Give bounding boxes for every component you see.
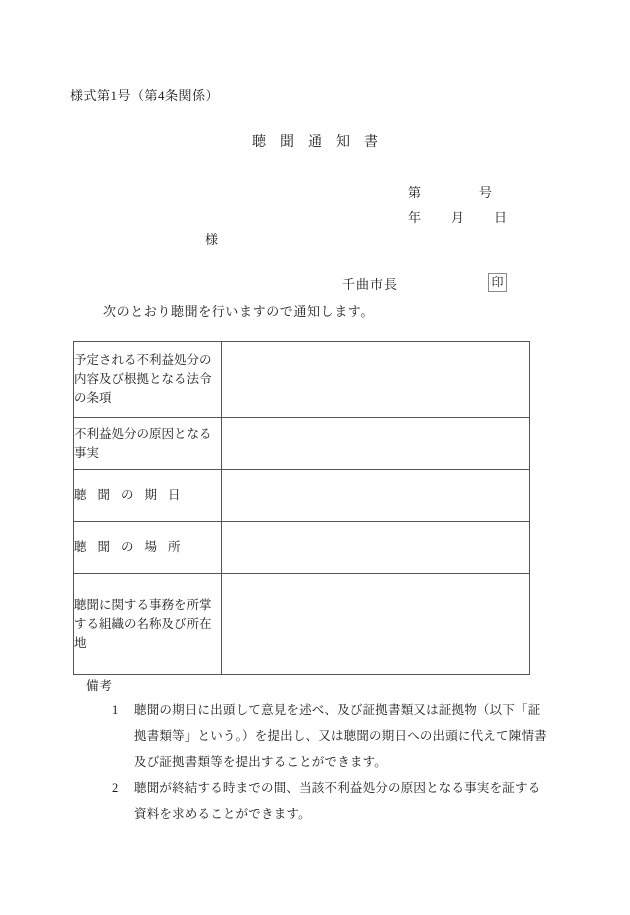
remarks-text: 及び証拠書類等を提出することができます。 <box>134 755 388 769</box>
lead-sentence: 次のとおり聴聞を行いますので通知します。 <box>103 304 374 319</box>
table-row <box>74 342 530 418</box>
row-value-cell[interactable] <box>222 418 530 470</box>
row-label-cell <box>74 574 222 675</box>
year-label: 年 <box>408 210 422 225</box>
page-title: 聴聞通知書 <box>252 135 392 150</box>
number-suffix-label: 号 <box>479 185 493 200</box>
form-number: 様式第1号（第4条関係） <box>70 88 220 103</box>
remarks-list <box>112 697 572 827</box>
day-label: 日 <box>494 210 508 225</box>
row-value-cell[interactable] <box>222 522 530 574</box>
month-label: 月 <box>451 210 465 225</box>
row-label: 予定される不利益処分の内容及び根拠となる法令の条項 <box>74 353 212 405</box>
remarks-line <box>112 697 572 723</box>
remarks-text: 聴聞の期日に出頭して意見を述べ、及び証拠書類又は証拠物（以下「証 <box>134 703 541 717</box>
row-value-cell[interactable] <box>222 470 530 522</box>
remarks-heading: 備考 <box>86 679 114 693</box>
document-number-line <box>408 180 507 205</box>
row-value-cell[interactable] <box>222 342 530 418</box>
remarks-text: 資料を求めることができます。 <box>134 807 311 821</box>
seal-stamp-box: 印 <box>488 273 507 292</box>
table-row <box>74 470 530 522</box>
remarks-item-number: 2 <box>112 781 119 795</box>
hearing-notice-table <box>73 341 530 675</box>
row-label: 聴聞の場所 <box>74 540 192 554</box>
row-label: 聴聞に関する事務を所掌する組織の名称及び所在地 <box>74 597 212 650</box>
row-value-cell[interactable] <box>222 574 530 675</box>
table-row <box>74 418 530 470</box>
row-label-cell <box>74 418 222 470</box>
row-label-cell <box>74 342 222 418</box>
number-prefix-label: 第 <box>408 185 422 200</box>
remarks-item <box>112 775 572 827</box>
remarks-item-number: 1 <box>112 703 119 717</box>
table-row <box>74 522 530 574</box>
row-label-cell <box>74 522 222 574</box>
remarks-line <box>112 775 572 801</box>
table-body <box>74 342 530 675</box>
issuer-name: 千曲市長 <box>342 277 399 292</box>
row-label-cell <box>74 470 222 522</box>
addressee-honorific: 様 <box>205 232 219 247</box>
remarks-text: 拠書類等」という。）を提出し、又は聴聞の期日への出頭に代えて陳情書 <box>134 729 547 743</box>
remarks-text: 聴聞が終結する時までの間、当該不利益処分の原因となる事実を証する <box>134 781 541 795</box>
table-row <box>74 574 530 675</box>
document-date-line <box>408 205 507 230</box>
document-number-date-block <box>408 180 507 230</box>
row-label: 聴聞の期日 <box>74 488 192 502</box>
remarks-item <box>112 697 572 775</box>
row-label: 不利益処分の原因となる事実 <box>74 426 212 460</box>
